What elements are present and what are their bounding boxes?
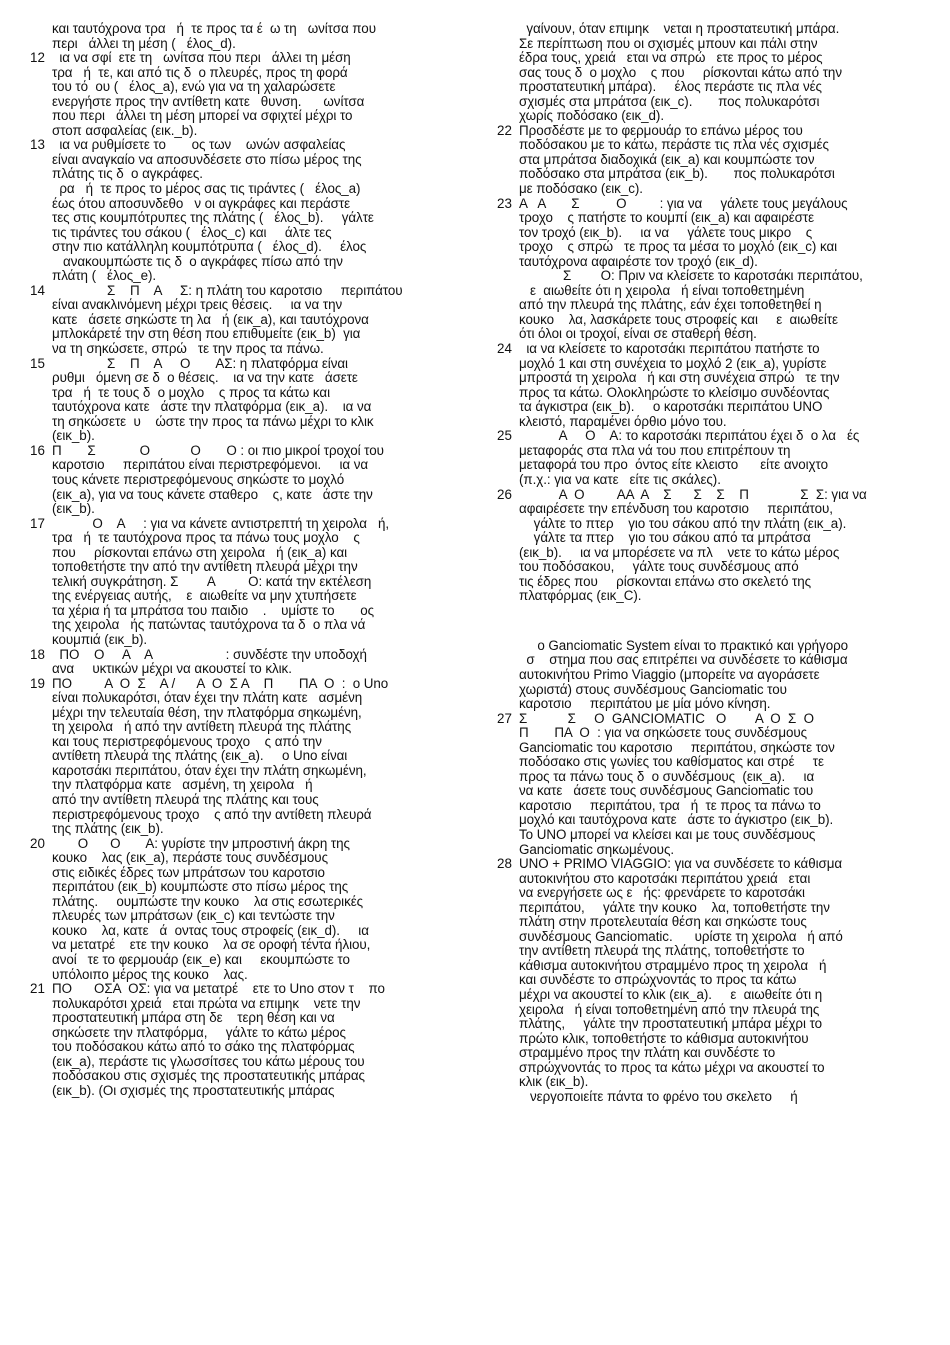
text-line: μέχρι την τελευταία θέση, την πλατφόρμα σηκωμένη, — [52, 704, 362, 720]
text-line: στην πιο κατάλληλη κουμπότρυπα ( έλος_d). έλος — [52, 239, 367, 255]
text-line: στις ειδικές έδρες των μπράτσων του καροτσιο — [52, 864, 325, 880]
item-number: 22 — [497, 122, 512, 138]
text-line: ταυτόχρονα κατε άστε την πλατφόρμα (εικ_a). ια να — [52, 399, 372, 415]
text-line: μοχλό 1 και στη συνέχεια το μοχλό 2 (εικ_a), γυρίστε — [519, 355, 827, 371]
text-line: Π Σ Ο Ο Ο : οι πιο μικροί τροχοί του — [52, 442, 384, 458]
text-line: μεταφοράς στα πλα νά του που επιτρέπουν τη — [519, 442, 791, 458]
text-line: καροτσάκι περιπάτου, όταν έχει την πλάτη σηκωμένη, — [52, 762, 367, 778]
text-line: και ταυτόχρονα τρα ή τε προς τα έ ω τη ωνίτσα που — [52, 21, 376, 36]
text-line: Ο Α : για να κάνετε αντιστρεπτή τη χειρολα ή, — [52, 515, 390, 531]
text-line: αυτοκινήτου στο καροτσάκι περιπάτου χρειά εται — [519, 870, 811, 886]
text-line: μέχρι να ακουστεί το κλικ (εικ_a). ε αιωθείτε ότι η — [519, 987, 823, 1002]
text-line: πλευρές των μπράτσων (εικ_c) και τεντώστε την — [52, 908, 335, 924]
text-line: ε αιωθείτε ότι η χειρολα ή είναι τοποθετημένη — [519, 282, 805, 298]
text-line: μπροστά τη χειρολα ή και στη συνέχεια σπρώ τε την — [519, 370, 840, 386]
text-line: κλειστό, παραμένει όρθιο μόνο του. — [519, 413, 727, 429]
text-line: και συνδέστε το σπρώχνοντάς το προς τα κάτω — [519, 972, 797, 988]
instruction-item — [497, 857, 929, 1104]
text-line: ανοί τε το φερμουάρ (εικ_e) και εκουμπώστε το — [52, 952, 350, 967]
text-line: ρυθμι όμενη σε δ ο θέσεις. ια να την κατε άσετε — [52, 370, 358, 386]
text-line: να κατε άσετε τους συνδέσμους Ganciomatic του — [519, 783, 814, 799]
text-line: αντίθετη πλευρά της πλάτης (εικ_a). ο Uno είναι — [52, 748, 348, 764]
text-line: με ποδόσακο (εικ_c). — [519, 181, 643, 197]
item-number: 15 — [30, 355, 45, 371]
text-line: τρα ή τε τους δ ο μοχλο ς προς τα κάτω και — [52, 384, 330, 400]
text-line: του τό ου ( έλος_a), ενώ για να τη χαλαρώσετε — [52, 79, 336, 95]
item-number: 14 — [30, 282, 45, 298]
text-line: τη σηκώσετε υ ώστε την προς τα πάνω μέχρι το κλικ — [52, 413, 374, 429]
text-line: Σ Σ Ο GANCIOMATIC Ο Α Ο Σ Ο — [519, 710, 814, 726]
instruction-item — [30, 138, 460, 283]
text-line: και τους περιστρεφόμενους τροχο ς από την — [52, 733, 322, 749]
text-line: καροτσιο περιπάτου, τρα ή τε προς τα πάνω το — [519, 797, 821, 813]
text-line: UNO + PRIMO VIAGGIO: για να συνδέσετε το κάθισμα — [519, 856, 843, 872]
text-line: συνδέσμους Ganciomatic. υρίστε τη χειρολα ή από — [519, 928, 843, 944]
text-line: χωριστά) στους συνδέσμους Ganciomatic του — [519, 681, 787, 697]
text-line: έδρα τους, χρειά εται να σπρώ ετε προς το μέρος — [519, 50, 823, 66]
text-line: Σ Ο: Πριν να κλείσετε το καροτσάκι περιπάτου, — [519, 268, 863, 284]
text-line: σηκώσετε την πλατφόρμα, γάλτε το κάτω μέρος — [52, 1024, 346, 1040]
text-line: περιπάτου, γάλτε την κουκο λα, τοποθετήστε την — [519, 899, 830, 915]
instruction-item — [30, 22, 460, 51]
item-number: 25 — [497, 428, 512, 444]
item-number: 26 — [497, 486, 512, 502]
text-line: (εικ_b). — [52, 428, 95, 444]
item-number: 13 — [30, 137, 45, 153]
text-line: προστατευτική μπάρα στη δε τερη θέση και να — [52, 1010, 335, 1026]
text-line: πολυκαρότσι χρειά εται πρώτα να επιμηκ νετε την — [52, 995, 361, 1011]
instruction-item — [497, 342, 929, 429]
instruction-item — [497, 488, 929, 604]
text-line: Ganciomatic σηκωμένους. — [519, 841, 675, 857]
text-line: γάλτε το πτερ γιο του σάκου από την πλάτη (εικ_a). — [519, 515, 847, 531]
instruction-item — [497, 429, 929, 487]
item-number: 21 — [30, 981, 45, 997]
text-line: πρώτο κλικ, τοποθετήστε το κάθισμα αυτοκινήτου — [519, 1030, 809, 1046]
text-line: τελική συγκράτηση. Σ Α Ο: κατά την εκτέλεση — [52, 573, 372, 589]
text-line: που περι άλλει τη μέση μπορεί να σφιχτεί μέχρι το — [52, 108, 353, 124]
text-line: αφαιρέσετε την επένδυση του καροτσιο περιπάτου, — [519, 501, 833, 517]
instruction-item — [497, 197, 929, 342]
text-line: τους κάνετε περιστρεφόμενους σηκώστε το μοχλό — [52, 471, 345, 487]
text-line: να ενεργήσετε ως ε ής: φρενάρετε το καροτσάκι — [519, 885, 805, 901]
text-line: ΠΟ Α Ο Σ Α / Α Ο Σ Α Π ΠΑ Ο : ο Uno — [52, 675, 389, 691]
text-line: σας τους δ ο μοχλο ς που ρίσκονται κάτω από την — [519, 64, 842, 80]
text-line: τοποθετήστε την από την αντίθετη πλευρά μέχρι την — [52, 559, 358, 575]
text-line: προς τα κάτω. Ολοκληρώστε το κλείσιμο συνδέοντας — [519, 384, 830, 400]
item-number: 16 — [30, 442, 45, 458]
text-line: υπόλοιπο μέρος της κουκο λας. — [52, 966, 248, 982]
text-line: ποδόσακο στα μπράτσα (εικ_b). πος πολυκαρότσι — [519, 166, 835, 182]
text-line: αυτοκινήτου Primo Viaggio (μπορείτε να αγοράσετε — [519, 666, 820, 682]
text-line: ποδόσακο στις γωνίες του καθίσματος και στρέ τε — [519, 754, 824, 770]
text-line: (π.χ.: για να κατε είτε τις σκάλες). — [519, 471, 721, 487]
text-line: Π ΠΑ Ο : για να σηκώσετε τους συνδέσμους — [519, 725, 808, 741]
text-line: ανακουμπώστε τις δ ο αγκράφες πίσω από την — [52, 253, 343, 269]
text-line: τες στις κουμπότρυπες της πλάτης ( έλος_b). γάλτε — [52, 210, 374, 226]
text-line: τα χέρια ή τα μπράτσα του παιδιο . υμίστε το ος — [52, 602, 374, 618]
text-line: τη χειρολα ή από την αντίθετη πλευρά της πλάτης — [52, 719, 352, 735]
text-line: κουκο λα, λασκάρετε τους στροφείς και ε αιωθείτε — [519, 311, 838, 327]
text-line: ο Ganciomatic System είναι το πρακτικό και γρήγορο — [519, 637, 849, 653]
text-line: κλικ (εικ_b). — [519, 1074, 589, 1090]
instruction-item — [497, 22, 929, 124]
section-spacer — [497, 604, 929, 639]
text-line: της ενέργειας αυτής, ε αιωθείτε να μην χτυπήσετε — [52, 588, 357, 604]
text-line: Ganciomatic του καροτσιο περιπάτου, σηκώστε τον — [519, 739, 835, 755]
item-number: 17 — [30, 515, 45, 531]
text-line: Σ Π Α Ο ΑΣ: η πλατφόρμα είναι — [52, 355, 348, 371]
text-line: καροτσιο περιπάτου είναι περιστρεφόμενοι. ια να — [52, 457, 369, 473]
text-line: Σε περίπτωση που οι σχισμές μπουν και πάλι στην — [519, 35, 818, 51]
text-line: τις έδρες που ρίσκονται επάνω στο σκελετό της — [519, 573, 812, 589]
instruction-item — [497, 639, 929, 712]
instruction-item — [30, 648, 460, 677]
text-line: από την πλευρά της πλάτης, εάν έχει τοποθετηθεί η — [519, 297, 822, 313]
text-line: κουκο λα, κατε ά οντας τους στροφείς (εικ_d). ια — [52, 922, 369, 938]
text-line: ενεργήστε προς την αντίθετη κατε θυνση. ωνίτσα — [52, 93, 365, 109]
text-line: είναι πολυκαρότσι, όταν έχει την πλάτη κατε ασμένη — [52, 690, 363, 706]
instruction-item — [30, 982, 460, 1098]
text-line: από την αντίθετη πλευρά της πλάτης και τους — [52, 791, 319, 807]
instruction-item — [30, 677, 460, 837]
text-line: ανα υκτικών μέχρι να ακουστεί το κλικ. — [52, 661, 292, 677]
text-line: ταυτόχρονα αφαιρέστε τον τροχό (εικ_d). — [519, 253, 758, 269]
text-line: που ρίσκονται επάνω στη χειρολα ή (εικ_a) και — [52, 544, 348, 560]
item-number: 18 — [30, 646, 45, 662]
text-line: περιπάτου (εικ_b) κουμπώστε στο πίσω μέρος της — [52, 879, 349, 895]
instruction-item — [30, 837, 460, 982]
item-number: 12 — [30, 50, 45, 66]
text-line: πλάτης. ουμπώστε την κουκο λα στις εσωτερικές — [52, 893, 364, 909]
instruction-item — [497, 712, 929, 857]
instruction-item — [30, 517, 460, 648]
item-number: 20 — [30, 835, 45, 851]
text-line: της χειρολα ής πατώντας ταυτόχρονα τα δ ο πλα νά — [52, 617, 366, 633]
text-line: προστατευτική μπάρα). έλος περάστε τις πλα νές — [519, 79, 822, 95]
text-line: (εικ_a), για να τους κάνετε σταθερο ς, κατε άστε την — [52, 486, 373, 502]
text-line: περι άλλει τη μέση ( έλος_d). — [52, 35, 236, 51]
text-line: γάλτε τα πτερ γιο του σάκου από τα μπράτσα — [519, 530, 811, 546]
item-number: 27 — [497, 710, 512, 726]
text-line: τα άγκιστρα (εικ_b). ο καροτσάκι περιπάτου UNO — [519, 399, 823, 415]
text-line: (εικ_a), περάστε τις γλωσσίτσες του κάτω μέρους του — [52, 1053, 365, 1069]
text-line: σ στημα που σας επιτρέπει να συνδέσετε το κάθισμα — [519, 652, 848, 668]
text-line: πλάτης, γάλτε την προστατευτική μπάρα μέχρι το — [519, 1016, 823, 1032]
text-line: ΠΟ ΟΣΑ ΟΣ: για να μετατρέ ετε το Uno στον τ πο — [52, 981, 385, 997]
text-line: κουκο λας (εικ_a), περάστε τους συνδέσμους — [52, 850, 328, 866]
text-line: ποδόσακου στις σχισμές της προστατευτικής μπάρας — [52, 1068, 365, 1084]
text-line: ΠΟ Ο Α Α : συνδέστε την υποδοχή — [52, 646, 367, 662]
text-line: τον τροχό (εικ_b). ια να γάλετε τους μικρο ς — [519, 224, 813, 240]
text-line: Α Α Σ Ο : για να γάλετε τους μεγάλους — [519, 195, 848, 211]
right-column — [497, 22, 929, 1104]
item-number: 19 — [30, 675, 45, 691]
text-line: καροτσιο περιπάτου με μία μόνο κίνηση. — [519, 696, 771, 712]
item-number: 28 — [497, 856, 512, 872]
text-line: Σ Π Α Σ: η πλάτη του καροτσιο περιπάτου — [52, 282, 403, 298]
text-line: τρα ή τε, και από τις δ ο πλευρές, προς τη φορά — [52, 64, 348, 80]
text-line: Ο Ο Α: γυρίστε την μπροστινή άκρη της — [52, 835, 350, 851]
text-line: μεταφορά του προ όντος είτε κλειστο είτε ανοιχτο — [519, 457, 828, 473]
text-line: του ποδόσακου, γάλτε τους συνδέσμους από — [519, 559, 799, 575]
text-line: την αντίθετη πλευρά της πλάτης, τοποθετήστε το — [519, 943, 805, 959]
text-line: χειρολα ή είναι τοποθετημένη από την πλευρά της — [519, 1001, 820, 1017]
text-line: γαίνουν, όταν επιμηκ νεται η προστατευτική μπάρα. — [519, 21, 840, 36]
text-line: είναι αναγκαίο να αποσυνδέσετε στο πίσω μέρος της — [52, 151, 362, 167]
text-line: πλάτη στην προτελευταία θέση και σηκώστε τους — [519, 914, 807, 930]
text-line: (εικ_b). ια να μπορέσετε να πλ νετε το κάτω μέρος — [519, 544, 840, 560]
instruction-item — [30, 284, 460, 357]
instruction-item — [30, 51, 460, 138]
text-line: στραμμένο προς την πλάτη και συνδέστε το — [519, 1045, 776, 1061]
text-line: Α Ο ΑΑ Α Σ Σ Σ Π Σ Σ: για να — [519, 486, 867, 502]
text-line: είναι ανακλινόμενη μέχρι τρεις θέσεις. ια να την — [52, 297, 343, 313]
text-line: ια να σφί ετε τη ωνίτσα που περι άλλει τη μέση — [52, 50, 351, 66]
text-line: χωρίς ποδόσακο (εικ_d). — [519, 108, 665, 124]
text-line: του ποδόσακου κάτω από το σάκο της πλατφόρμας — [52, 1039, 355, 1055]
text-line: μοχλό και ταυτόχρονα κατε άστε το άγκιστρο (εικ_b). — [519, 812, 834, 828]
text-line: ρα ή τε προς το μέρος σας τις τιράντες ( έλος_a) — [52, 181, 361, 197]
text-line: πλάτης τις δ ο αγκράφες. — [52, 166, 203, 182]
text-line: τις τιράντες του σάκου ( έλος_c) και άλτε τες — [52, 224, 332, 240]
text-line: πλάτη ( έλος_e). — [52, 268, 157, 284]
text-line: τρα ή τε ταυτόχρονα προς τα πάνω τους μοχλο ς — [52, 530, 360, 546]
instruction-item — [30, 444, 460, 517]
instruction-item — [497, 124, 929, 197]
text-line: κατε άσετε σηκώστε τη λα ή (εικ_a), και ταυτόχρονα — [52, 311, 369, 327]
text-line: νεργοποιείτε πάντα το φρένο του σκελετο ή — [519, 1088, 798, 1104]
text-line: ότι όλοι οι τροχοί, είναι σε σταθερή θέση. — [519, 326, 757, 342]
text-line: τροχο ς σπρώ τε προς τα μέσα το μοχλό (εικ_c) και — [519, 239, 838, 255]
item-number: 23 — [497, 195, 512, 211]
text-line: της πλάτης (εικ_b). — [52, 821, 164, 837]
text-line: να μετατρέ ετε την κουκο λα σε οροφή τέντα ήλιου, — [52, 937, 371, 953]
text-line: στα μπράτσα διαδοχικά (εικ_a) και κουμπώστε τον — [519, 151, 815, 167]
text-line: να τη σηκώσετε, σπρώ τε την προς τα πάνω. — [52, 341, 324, 357]
text-line: πλατφόρμας (εικ_C). — [519, 588, 642, 604]
text-line: στοπ ασφαλείας (εικ._b). — [52, 122, 198, 138]
text-line: τροχο ς πατήστε το κουμπί (εικ_a) και αφαιρέστε — [519, 210, 815, 226]
text-line: σχισμές στα μπράτσα (εικ_c). πος πολυκαρότσι — [519, 93, 820, 109]
text-line: ια να ρυθμίσετε το ος των ωνών ασφαλείας — [52, 137, 346, 153]
text-line: προς τα πάνω τους δ ο συνδέσμους (εικ_a). ια — [519, 768, 815, 784]
text-line: έως ότου αποσυνδεθο ν οι αγκράφες και περάστε — [52, 195, 351, 211]
text-line: Α Ο Α: το καροτσάκι περιπάτου έχει δ ο λα ές — [519, 428, 860, 444]
text-line: (εικ_b). — [52, 501, 95, 517]
text-line: περιστρεφόμενους τροχο ς από την αντίθετη πλευρά — [52, 806, 372, 822]
text-line: ια να κλείσετε το καροτσάκι περιπάτου πατήστε το — [519, 341, 820, 357]
text-line: Προσδέστε με το φερμουάρ το επάνω μέρος του — [519, 122, 803, 138]
left-column — [30, 22, 460, 1098]
text-line: κάθισμα αυτοκινήτου στραμμένο προς τη χειρολα ή — [519, 957, 827, 973]
instruction-item — [30, 357, 460, 444]
text-line: ποδόσακου με το κάτω, περάστε τις πλα νές σχισμές — [519, 137, 829, 153]
text-line: κουμπιά (εικ_b). — [52, 631, 148, 647]
item-number: 24 — [497, 341, 512, 357]
text-line: Το UNO μπορεί να κλείσει και με τους συνδέσμους — [519, 826, 816, 842]
text-line: (εικ_b). (Οι σχισμές της προστατευτικής μπάρας — [52, 1082, 335, 1098]
text-line: σπρώχνοντάς το προς τα κάτω μέχρι να ακουστεί το — [519, 1059, 825, 1075]
text-line: μπλοκάρετέ την στη θέση που επιθυμείτε (εικ_b) για — [52, 326, 361, 342]
text-line: την πλατφόρμα κατε ασμένη, τη χειρολα ή — [52, 777, 313, 793]
